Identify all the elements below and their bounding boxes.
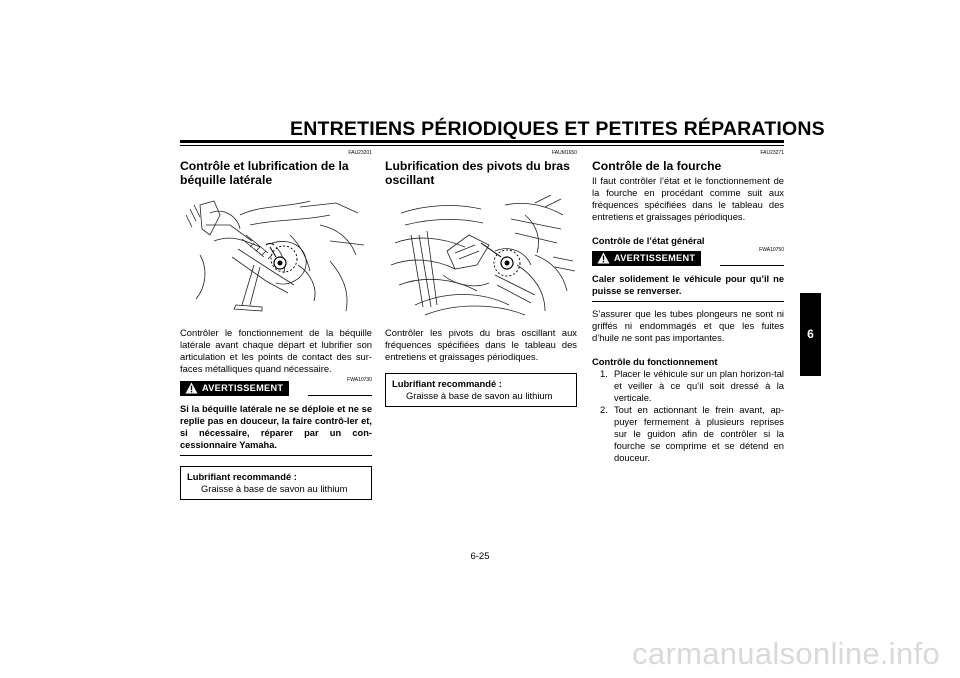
section-title: Contrôle et lubrification de la béquille latérale: [180, 159, 349, 187]
chapter-tab: 6: [800, 293, 821, 376]
subheading-operation: Contrôle du fonctionnement: [592, 356, 718, 367]
section-title: Lubrification des pivots du bras oscillant: [385, 159, 570, 187]
section-body: Contrôler les pivots du bras oscillant aux fréquences spécifiées dans le tableau des entretiens et graissages périodiques.: [385, 327, 577, 362]
warning-rule: [308, 395, 372, 396]
warning-text: Si la béquille latérale ne se déploie et ne se replie pas en douceur, la faire contrô-ler et, si nécessaire, réparer par un con-cessionnaire Yamaha.: [180, 404, 372, 450]
page-header-title: ENTRETIENS PÉRIODIQUES ET PETITES RÉPARATIONS: [290, 118, 825, 140]
warning-icon: [597, 252, 610, 264]
recommended-lubricant-box: [385, 373, 577, 407]
lubricant-label: Lubrifiant recommandé :: [392, 378, 502, 389]
warning-header: [592, 247, 784, 269]
section-code: FAUM1650: [551, 150, 577, 156]
warning-end-rule: [180, 455, 372, 456]
page-number: 6-25: [470, 551, 490, 562]
warning-code: FWA10750: [759, 247, 784, 253]
recommended-lubricant-box: [180, 466, 372, 500]
column-swingarm: [385, 150, 577, 407]
list-item: 2. Tout en actionnant le frein avant, ap-puyer fermement à plusieurs reprises sur le guidon afin de contrôler si la fourche se comprime et se détend en douceur.: [600, 404, 784, 463]
section-code: FAU23271: [760, 150, 784, 156]
header-rule-thin: [180, 145, 784, 146]
warning-text: Caler solidement le véhicule pour qu’il ne puisse se renverser.: [592, 274, 784, 296]
header-rule-thick: [180, 140, 784, 143]
warning-label-box: AVERTISSEMENT: [180, 381, 289, 396]
lubricant-value: Graisse à base de savon au lithium: [406, 389, 553, 401]
lubricant-value: Graisse à base de savon au lithium: [201, 482, 348, 494]
lubricant-label: Lubrifiant recommandé :: [187, 471, 297, 482]
section-body-2: S’assurer que les tubes plongeurs ne sont ni griffés ni endommagés et que les fuites d’huile ne sont pas importantes.: [592, 308, 784, 343]
list-item: 1. Placer le véhicule sur un plan horizon-tal et veiller à ce qu’il soit dressé à la verticale.: [600, 368, 784, 403]
section-body: Contrôler le fonctionnement de la béquille latérale avant chaque départ et lubrifier son articulation et les points de contact des sur-faces métalliques quand nécessaire.: [180, 327, 372, 374]
warning-label-box: AVERTISSEMENT: [592, 251, 701, 266]
section-title: Contrôle de la fourche: [592, 159, 722, 173]
warning-header: [180, 377, 372, 399]
subheading-general-condition: Contrôle de l’état général: [592, 235, 705, 246]
section-code: FAU23201: [348, 150, 372, 156]
side-stand-illustration: [180, 195, 372, 321]
warning-end-rule: [592, 301, 784, 302]
section-body: Il faut contrôler l’état et le fonctionnement de la fourche en procédant comme suit aux fréquences spécifiées dans le tableau des entretiens et graissages périodiques.: [592, 175, 784, 222]
watermark: carmanualsonline.info: [632, 636, 940, 671]
column-side-stand: [180, 150, 372, 500]
column-fork: [592, 150, 784, 464]
warning-code: FWA10730: [347, 377, 372, 383]
warning-rule: [720, 265, 784, 266]
warning-icon: [185, 382, 198, 394]
swingarm-pivot-illustration: [385, 195, 577, 321]
